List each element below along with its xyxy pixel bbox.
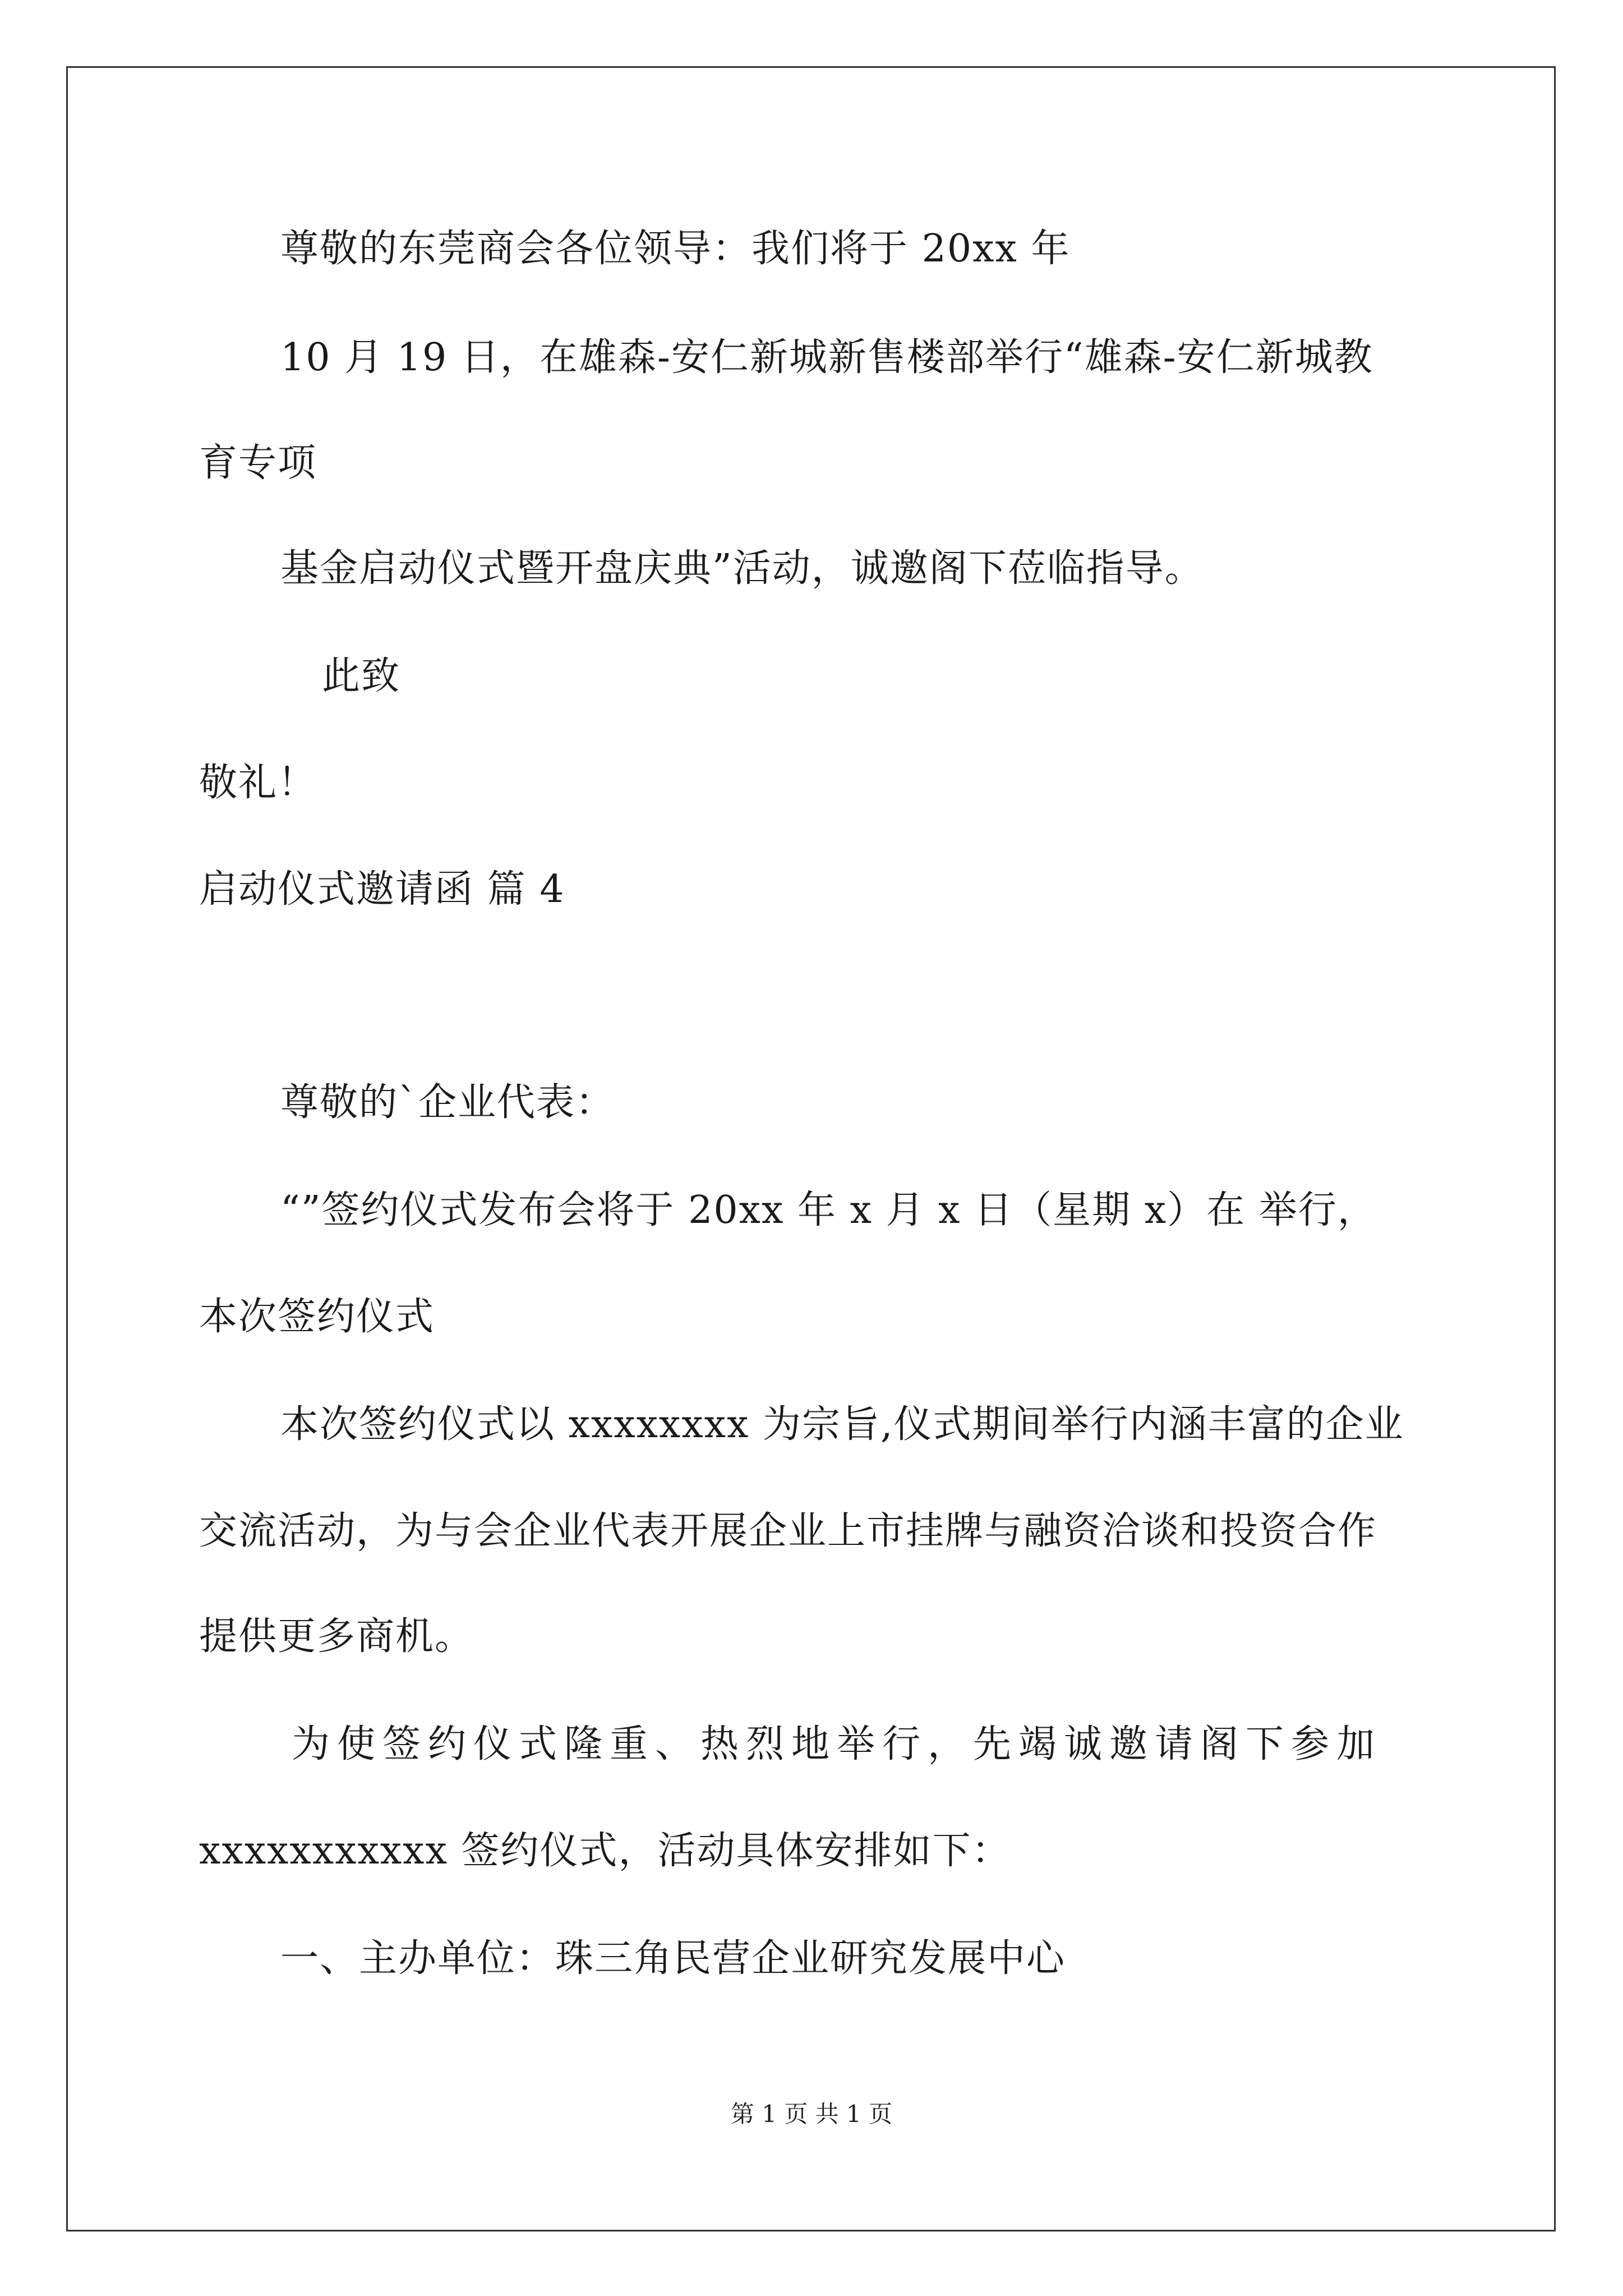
text-line: 10 月 19 日，在雄森-安仁新城新售楼部举行“雄森-安仁新城教 [280,335,1373,380]
text-line: 尊敬的东莞商会各位领导：我们将于 20xx 年 [280,227,1071,271]
text-line: 本次签约仪式 [199,1295,435,1339]
section-heading: 启动仪式邀请函 篇 4 [199,867,565,912]
text-line: 一、主办单位：珠三角民营企业研究发展中心 [280,1936,1066,1981]
text-line: 敬礼！ [199,761,317,805]
text-line: 育专项 [199,441,317,485]
text-line: “”签约仪式发布会将于 20xx 年 x 月 x 日（星期 x）在 举行， [280,1188,1377,1232]
text-line: 本次签约仪式以 xxxxxxxx 为宗旨,仪式期间举行内涵丰富的企业 [280,1402,1404,1447]
text-line: 此致 [322,654,401,698]
page-footer: 第 1 页 共 1 页 [730,2100,893,2128]
text-line: 尊敬的`企业代表： [280,1080,615,1125]
page-border [66,66,1556,2231]
text-line: 提供更多商机。 [199,1614,474,1659]
text-line: 交流活动，为与会企业代表开展企业上市挂牌与融资洽谈和投资合作 [199,1509,1377,1553]
text-line: 为使签约仪式隆重、热烈地举行，先竭诚邀请阁下参加 [292,1722,1382,1766]
text-line: xxxxxxxxxxx 签约仪式，活动具体安排如下： [199,1829,1011,1873]
text-line: 基金启动仪式暨开盘庆典”活动，诚邀阁下莅临指导。 [280,546,1204,591]
